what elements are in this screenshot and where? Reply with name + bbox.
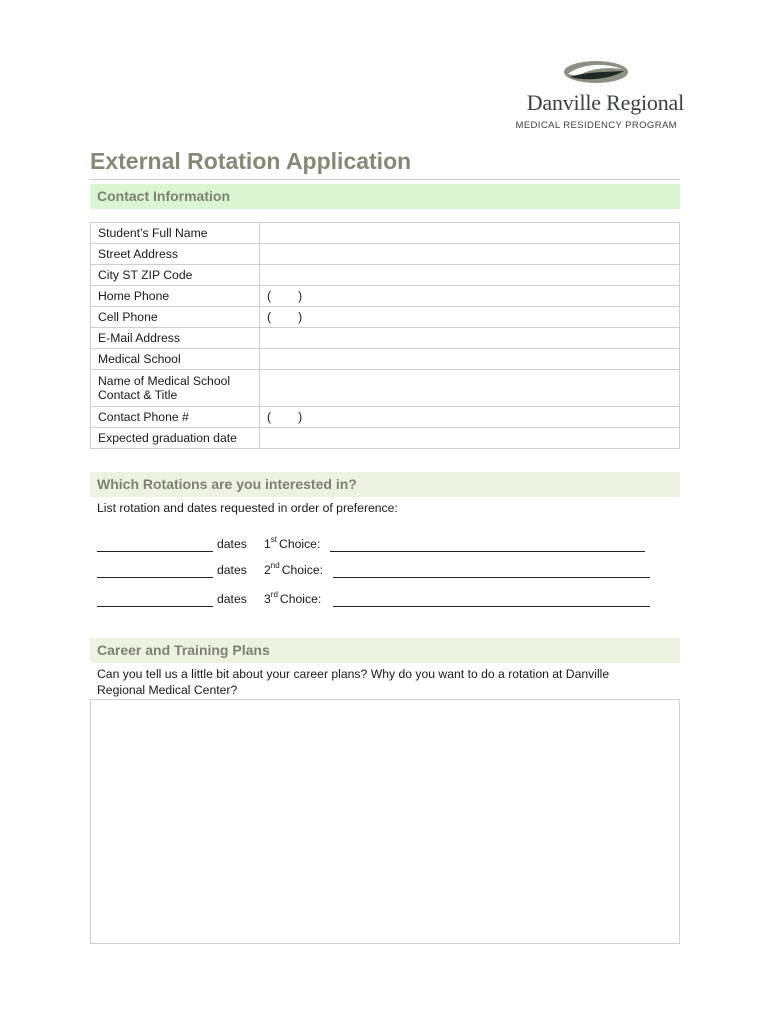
rotation-choice-field[interactable]: [330, 537, 645, 552]
dates-label: dates: [217, 592, 247, 606]
contact-row-field[interactable]: [260, 370, 680, 407]
rotations-section-header: Which Rotations are you interested in?: [90, 472, 680, 497]
choice-label: [264, 592, 321, 606]
logo-name: Danville Regional: [526, 90, 684, 115]
choice-label: [264, 563, 323, 577]
choice-ordinal-suffix: rd: [270, 590, 278, 599]
dates-label: dates: [217, 563, 247, 577]
logo-subtitle: MEDICAL RESIDENCY PROGRAM: [515, 120, 677, 131]
contact-row-label: Student’s Full Name: [91, 223, 260, 244]
choice-word: Choice:: [279, 592, 322, 606]
contact-row-label: Expected graduation date: [91, 428, 260, 449]
rotations-instruction: List rotation and dates requested in order of preference:: [97, 501, 398, 515]
choice-ordinal-suffix: nd: [270, 561, 280, 570]
contact-row-label: E-Mail Address: [91, 328, 260, 349]
contact-table: [90, 222, 680, 449]
logo: [512, 58, 684, 138]
title-divider: [90, 179, 680, 180]
contact-row: [91, 349, 680, 370]
contact-section-header: Contact Information: [90, 184, 680, 209]
contact-row-field[interactable]: ( ): [260, 307, 680, 328]
choice-word: Choice:: [279, 537, 321, 551]
swoosh-logo-icon: [560, 58, 632, 90]
choice-ordinal-suffix: st: [270, 535, 278, 544]
contact-row: [91, 286, 680, 307]
choice-ordinal: 2: [264, 563, 271, 577]
rotation-choice-row: [97, 563, 657, 583]
choice-ordinal: 3: [264, 592, 271, 606]
contact-row: [91, 328, 680, 349]
contact-row-label: Medical School: [91, 349, 260, 370]
rotation-dates-field[interactable]: [97, 592, 213, 607]
contact-row-field[interactable]: [260, 349, 680, 370]
contact-row: [91, 244, 680, 265]
contact-row-field[interactable]: [260, 328, 680, 349]
rotation-dates-field[interactable]: [97, 537, 213, 552]
career-section-header: Career and Training Plans: [90, 638, 680, 663]
contact-row: [91, 428, 680, 449]
contact-row: [91, 307, 680, 328]
contact-row-label: Home Phone: [91, 286, 260, 307]
choice-word: Choice:: [281, 563, 324, 577]
choice-ordinal: 1: [264, 537, 271, 551]
contact-row-label: Cell Phone: [91, 307, 260, 328]
contact-row-field[interactable]: [260, 223, 680, 244]
contact-row: [91, 370, 680, 407]
rotation-choice-field[interactable]: [333, 563, 650, 578]
career-question: Can you tell us a little bit about your career plans? Why do you want to do a rotation at Danville Regional Medical Center?: [97, 667, 610, 697]
contact-row: [91, 223, 680, 244]
dates-label: dates: [217, 537, 247, 551]
contact-row-field[interactable]: [260, 244, 680, 265]
contact-row-label: Street Address: [91, 244, 260, 265]
rotation-dates-field[interactable]: [97, 563, 213, 578]
rotation-choice-row: [97, 537, 657, 557]
rotation-choice-field[interactable]: [333, 592, 650, 607]
contact-row-label: City ST ZIP Code: [91, 265, 260, 286]
contact-row-label: Name of Medical School Contact & Title: [91, 370, 260, 407]
contact-row: [91, 265, 680, 286]
contact-row: [91, 407, 680, 428]
rotation-choice-row: [97, 592, 657, 612]
contact-row-field[interactable]: [260, 265, 680, 286]
contact-row-field[interactable]: ( ): [260, 407, 680, 428]
career-answer-box[interactable]: [90, 699, 680, 944]
contact-row-label: Contact Phone #: [91, 407, 260, 428]
contact-row-field[interactable]: [260, 428, 680, 449]
choice-label: [264, 537, 320, 551]
page-title: External Rotation Application: [90, 148, 412, 174]
contact-row-field[interactable]: ( ): [260, 286, 680, 307]
